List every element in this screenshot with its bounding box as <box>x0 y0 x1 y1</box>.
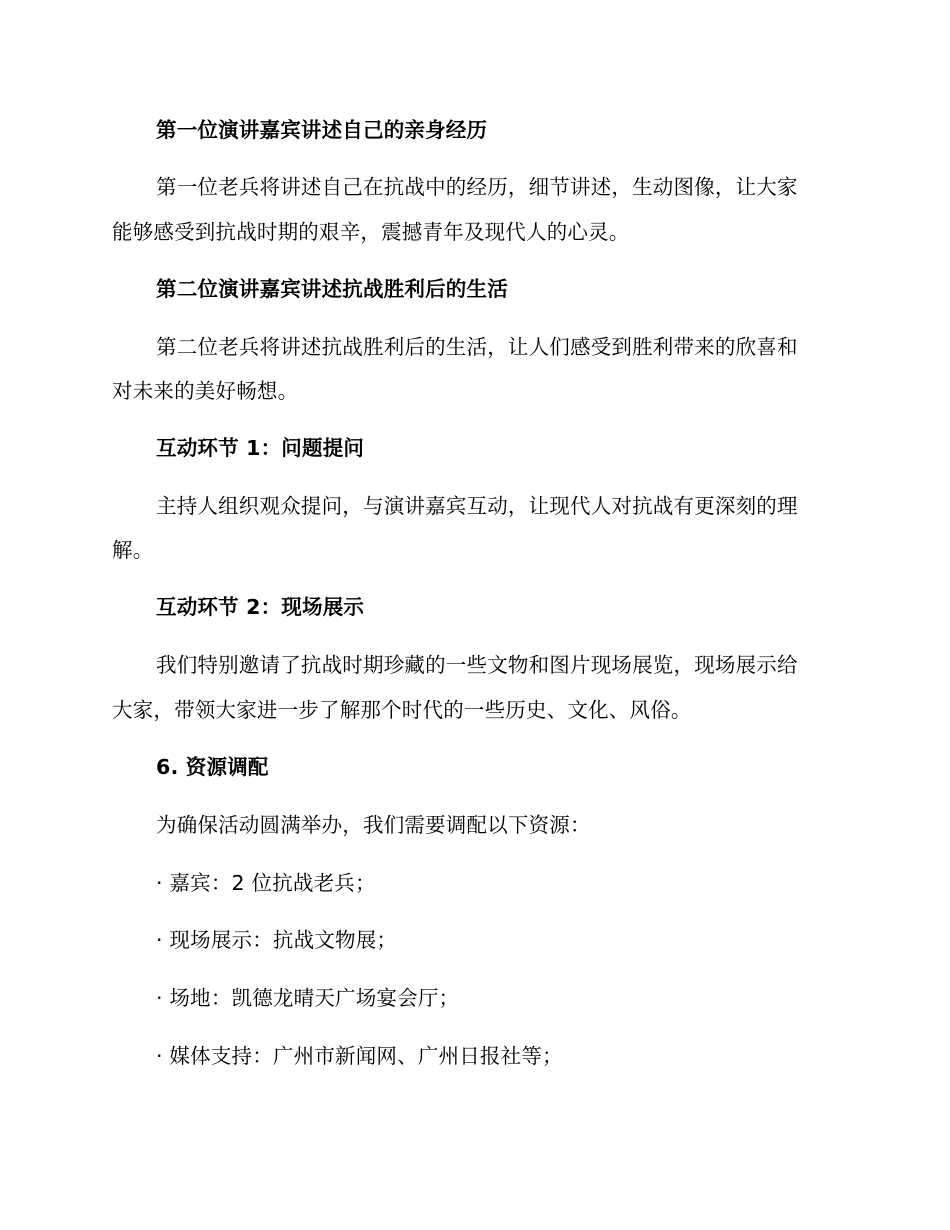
list-item-exhibition: · 现场展示：抗战文物展； <box>156 928 398 952</box>
paragraph-speaker-1-line-1: 第一位老兵将讲述自己在抗战中的经历，细节讲述，生动图像，让大家 <box>156 175 798 199</box>
paragraph-interaction-1-line-1: 主持人组织观众提问，与演讲嘉宾互动，让现代人对抗战有更深刻的理 <box>156 494 798 518</box>
section-heading-interaction-1: 互动环节 1：问题提问 <box>156 436 365 460</box>
paragraph-speaker-2-line-2: 对未来的美好畅想。 <box>112 379 299 403</box>
section-heading-interaction-2: 互动环节 2：现场展示 <box>156 595 365 619</box>
paragraph-interaction-2-line-2: 大家，带领大家进一步了解那个时代的一些历史、文化、风俗。 <box>112 698 692 722</box>
paragraph-interaction-1-line-2: 解。 <box>112 538 154 562</box>
section-heading-resources: 6. 资源调配 <box>156 755 269 779</box>
paragraph-interaction-2-line-1: 我们特别邀请了抗战时期珍藏的一些文物和图片现场展览，现场展示给 <box>156 653 798 677</box>
resources-intro: 为确保活动圆满举办，我们需要调配以下资源： <box>156 813 591 837</box>
section-heading-speaker-2: 第二位演讲嘉宾讲述抗战胜利后的生活 <box>156 277 508 301</box>
list-item-venue: · 场地：凯德龙晴天广场宴会厅； <box>156 986 460 1010</box>
section-heading-speaker-1: 第一位演讲嘉宾讲述自己的亲身经历 <box>156 118 488 142</box>
list-item-media: · 媒体支持：广州市新闻网、广州日报社等； <box>156 1044 563 1068</box>
paragraph-speaker-2-line-1: 第二位老兵将讲述抗战胜利后的生活，让人们感受到胜利带来的欣喜和 <box>156 335 798 359</box>
list-item-guests: · 嘉宾：2 位抗战老兵； <box>156 871 376 895</box>
paragraph-speaker-1-line-2: 能够感受到抗战时期的艰辛，震撼青年及现代人的心灵。 <box>112 220 630 244</box>
